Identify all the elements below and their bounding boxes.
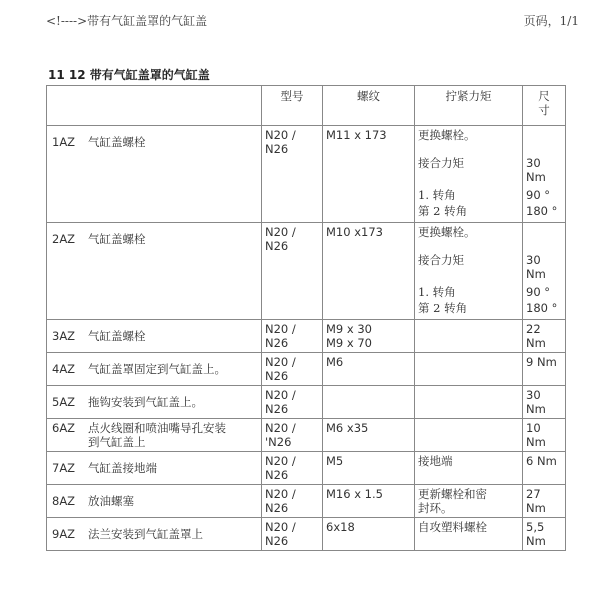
thread-cell: 6x18 — [323, 518, 415, 551]
torque-line: 1. 转角 — [418, 285, 456, 299]
size-line: 90 ° — [526, 285, 551, 299]
torque-line: 1. 转角 — [418, 188, 456, 202]
table-row — [47, 386, 566, 419]
model-cell: N20 / N26 — [262, 223, 323, 320]
column-header-size: 尺 寸 — [523, 86, 566, 126]
size-line: 180 ° — [526, 204, 558, 218]
item-cell — [47, 518, 262, 551]
table-row — [47, 126, 566, 223]
item-cell — [47, 320, 262, 353]
size-line: 180 ° — [526, 301, 558, 315]
column-header-torque: 拧紧力矩 — [415, 86, 523, 126]
table-row — [47, 320, 566, 353]
item-number: 2AZ — [52, 232, 76, 246]
item-cell — [47, 485, 262, 518]
column-header-thread: 螺纹 — [323, 86, 415, 126]
item-description: 气缸盖接地端 — [88, 461, 157, 475]
thread-cell: M6 — [323, 353, 415, 386]
size-cell: 9 Nm — [523, 353, 566, 386]
item-number: 5AZ — [52, 395, 76, 409]
size-cell: 5,5 Nm — [523, 518, 566, 551]
model-cell: N20 / N26 — [262, 518, 323, 551]
model-cell: N20 / N26 — [262, 126, 323, 223]
item-number: 9AZ — [52, 527, 76, 541]
page-header-title: <!---->带有气缸盖罩的气缸盖 — [46, 14, 208, 28]
torque-line: 更换螺栓。 — [418, 225, 476, 239]
table-row — [47, 419, 566, 452]
item-number: 3AZ — [52, 329, 76, 343]
model-cell: N20 / N26 — [262, 386, 323, 419]
torque-line: 第 2 转角 — [418, 204, 468, 218]
thread-cell: M6 x35 — [323, 419, 415, 452]
item-description: 气缸盖螺栓 — [88, 232, 146, 246]
column-header-item — [47, 86, 262, 126]
torque-cell — [415, 223, 523, 320]
size-line: 30 Nm — [526, 156, 546, 184]
item-description: 点火线圈和喷油嘴导孔安装 到气缸盖上 — [88, 421, 226, 449]
size-cell: 10 Nm — [523, 419, 566, 452]
model-cell: N20 / N26 — [262, 485, 323, 518]
section-title: 11 12 带有气缸盖罩的气缸盖 — [48, 68, 210, 82]
size-line: 30 Nm — [526, 253, 546, 281]
item-description: 法兰安装到气缸盖罩上 — [88, 527, 203, 541]
table-header-row — [47, 86, 566, 126]
model-cell: N20 / N26 — [262, 452, 323, 485]
item-cell — [47, 223, 262, 320]
size-line: 90 ° — [526, 188, 551, 202]
torque-cell — [415, 419, 523, 452]
size-cell — [523, 223, 566, 320]
item-number: 8AZ — [52, 494, 76, 508]
size-cell: 30 Nm — [523, 386, 566, 419]
thread-cell: M11 x 173 — [323, 126, 415, 223]
item-cell — [47, 353, 262, 386]
torque-line: 接合力矩 — [418, 156, 464, 170]
torque-cell — [415, 386, 523, 419]
torque-cell — [415, 353, 523, 386]
item-number: 4AZ — [52, 362, 76, 376]
column-header-model: 型号 — [262, 86, 323, 126]
size-line — [526, 225, 562, 253]
thread-cell: M9 x 30 M9 x 70 — [323, 320, 415, 353]
torque-line: 第 2 转角 — [418, 301, 468, 315]
size-cell — [523, 126, 566, 223]
size-cell: 22 Nm — [523, 320, 566, 353]
torque-spec-table — [46, 85, 566, 551]
thread-cell: M10 x173 — [323, 223, 415, 320]
item-cell — [47, 386, 262, 419]
thread-cell: M5 — [323, 452, 415, 485]
model-cell: N20 / 'N26 — [262, 419, 323, 452]
torque-cell — [415, 320, 523, 353]
item-description: 气缸盖螺栓 — [88, 329, 146, 343]
item-description: 气缸盖罩固定到气缸盖上。 — [88, 362, 226, 376]
table-row — [47, 223, 566, 320]
torque-cell — [415, 126, 523, 223]
size-cell: 27 Nm — [523, 485, 566, 518]
item-number: 6AZ — [52, 421, 76, 435]
size-cell: 6 Nm — [523, 452, 566, 485]
table-row — [47, 353, 566, 386]
torque-cell: 接地端 — [415, 452, 523, 485]
torque-cell: 更新螺栓和密 封环。 — [415, 485, 523, 518]
item-description: 放油螺塞 — [88, 494, 134, 508]
thread-cell: M16 x 1.5 — [323, 485, 415, 518]
item-number: 7AZ — [52, 461, 76, 475]
item-cell — [47, 419, 262, 452]
item-description: 拖钩安装到气缸盖上。 — [88, 395, 203, 409]
torque-line: 更换螺栓。 — [418, 128, 476, 142]
torque-line: 接合力矩 — [418, 253, 464, 267]
torque-cell: 自攻塑料螺栓 — [415, 518, 523, 551]
table-row — [47, 518, 566, 551]
item-cell — [47, 126, 262, 223]
table-row — [47, 485, 566, 518]
item-cell — [47, 452, 262, 485]
item-number: 1AZ — [52, 135, 76, 149]
model-cell: N20 / N26 — [262, 353, 323, 386]
item-description: 气缸盖螺栓 — [88, 135, 146, 149]
page-number: 页码，1/1 — [523, 14, 579, 28]
table-row — [47, 452, 566, 485]
thread-cell — [323, 386, 415, 419]
size-line — [526, 128, 562, 156]
model-cell: N20 / N26 — [262, 320, 323, 353]
